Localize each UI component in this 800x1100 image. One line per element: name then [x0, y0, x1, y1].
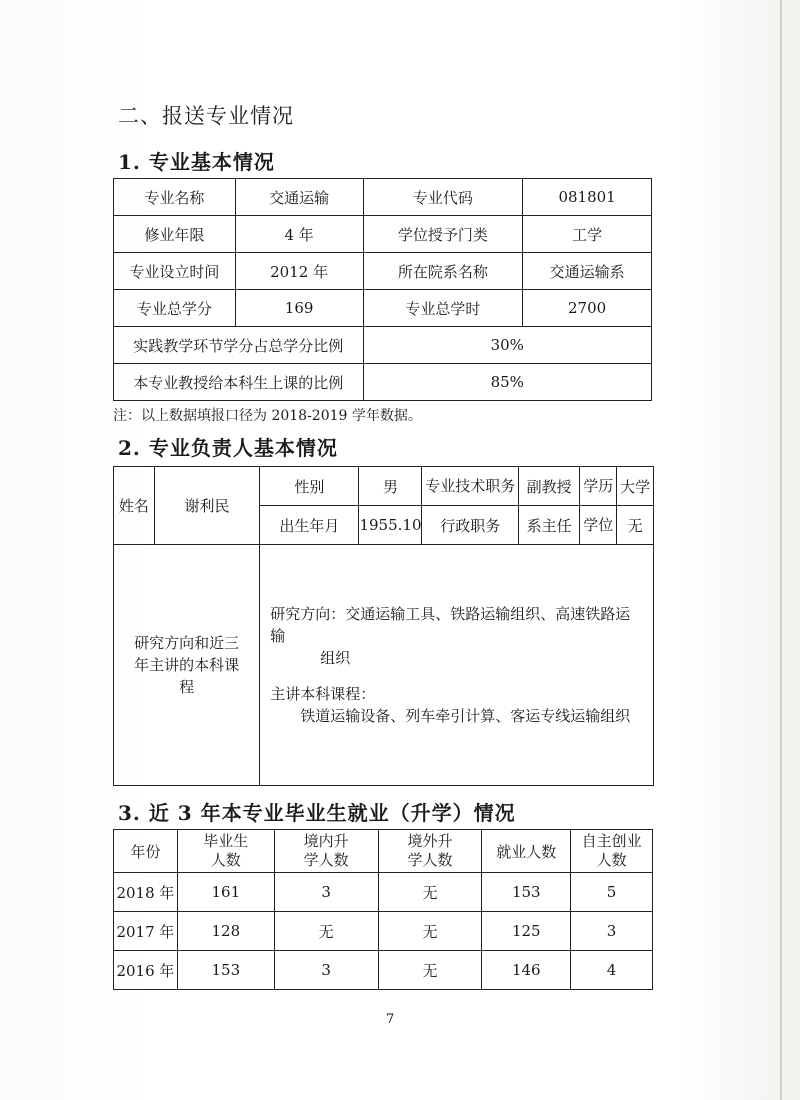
table-row	[114, 253, 652, 290]
data-cell: 161	[177, 873, 274, 912]
admin-value: 系主任	[518, 506, 579, 545]
data-cell: 无	[378, 951, 482, 990]
data-cell: 3	[274, 951, 378, 990]
table-header-row	[114, 830, 653, 873]
research-direction: 研究方向：交通运输工具、铁路运输组织、高速铁路运输	[270, 605, 631, 645]
header-cell: 境内升学人数	[274, 830, 378, 873]
year-cell: 2016 年	[114, 951, 178, 990]
cell-value: 交通运输系	[523, 253, 652, 290]
cell-value: 30%	[363, 327, 651, 364]
cell-value: 2012 年	[235, 253, 363, 290]
degree-value: 无	[617, 506, 654, 545]
courses-value: 铁道运输设备、列车牵引计算、客运专线运输组织	[300, 707, 631, 725]
birth-value: 1955.10	[359, 506, 422, 545]
cell-label: 专业总学时	[363, 290, 523, 327]
courses-label: 主讲本科课程：	[270, 685, 376, 703]
table-row	[114, 873, 653, 912]
leader-table	[113, 466, 654, 786]
cell-value: 工学	[523, 216, 652, 253]
cell-value: 081801	[523, 179, 652, 216]
table-row	[114, 216, 652, 253]
employment-heading: 3. 近 3 年本专业毕业生就业（升学）情况	[118, 801, 516, 825]
cell-label: 修业年限	[114, 216, 236, 253]
page-number: 7	[386, 1012, 395, 1027]
scan-edge	[780, 0, 782, 1100]
table-note: 注：以上数据填报口径为 2018-2019 学年数据。	[113, 408, 422, 424]
table-row	[114, 290, 652, 327]
research-label: 研究方向和近三年主讲的本科课程	[114, 545, 260, 786]
employment-table	[113, 829, 653, 990]
data-cell: 5	[571, 873, 653, 912]
data-cell: 125	[482, 912, 571, 951]
edu-value: 大学	[617, 467, 654, 506]
cell-value: 2700	[523, 290, 652, 327]
header-cell: 毕业生人数	[177, 830, 274, 873]
data-cell: 153	[177, 951, 274, 990]
table-row	[114, 327, 652, 364]
admin-label: 行政职务	[422, 506, 518, 545]
data-cell: 无	[274, 912, 378, 951]
header-cell: 年份	[114, 830, 178, 873]
table-row	[114, 951, 653, 990]
degree-label: 学位	[580, 506, 617, 545]
cell-value: 85%	[363, 364, 651, 401]
cell-label: 专业名称	[114, 179, 236, 216]
title-value: 副教授	[518, 467, 579, 506]
data-cell: 4	[571, 951, 653, 990]
cell-value: 4 年	[235, 216, 363, 253]
gender-value: 男	[359, 467, 422, 506]
basic-info-heading: 1. 专业基本情况	[118, 150, 275, 174]
cell-label: 专业代码	[363, 179, 523, 216]
data-cell: 无	[378, 873, 482, 912]
cell-label: 专业设立时间	[114, 253, 236, 290]
title-label: 专业技术职务	[422, 467, 518, 506]
name-label: 姓名	[114, 467, 155, 545]
table-row	[114, 545, 654, 786]
research-direction-cont: 组织	[320, 649, 351, 667]
basic-info-table	[113, 178, 652, 401]
cell-value: 169	[235, 290, 363, 327]
table-row	[114, 912, 653, 951]
gender-label: 性别	[260, 467, 359, 506]
research-content	[260, 545, 654, 786]
data-cell: 128	[177, 912, 274, 951]
cell-label: 本专业教授给本科生上课的比例	[114, 364, 364, 401]
edu-label: 学历	[580, 467, 617, 506]
cell-label: 实践教学环节学分占总学分比例	[114, 327, 364, 364]
header-cell: 就业人数	[482, 830, 571, 873]
data-cell: 153	[482, 873, 571, 912]
section-title: 二、报送专业情况	[118, 104, 294, 128]
header-cell: 自主创业人数	[571, 830, 653, 873]
table-row	[114, 467, 654, 506]
data-cell: 无	[378, 912, 482, 951]
table-row	[114, 179, 652, 216]
cell-label: 学位授予门类	[363, 216, 523, 253]
data-cell: 3	[274, 873, 378, 912]
cell-label: 所在院系名称	[363, 253, 523, 290]
year-cell: 2018 年	[114, 873, 178, 912]
cell-value: 交通运输	[235, 179, 363, 216]
data-cell: 3	[571, 912, 653, 951]
cell-label: 专业总学分	[114, 290, 236, 327]
leader-heading: 2. 专业负责人基本情况	[118, 436, 338, 460]
name-value: 谢利民	[154, 467, 259, 545]
year-cell: 2017 年	[114, 912, 178, 951]
birth-label: 出生年月	[260, 506, 359, 545]
data-cell: 146	[482, 951, 571, 990]
header-cell: 境外升学人数	[378, 830, 482, 873]
table-row	[114, 364, 652, 401]
